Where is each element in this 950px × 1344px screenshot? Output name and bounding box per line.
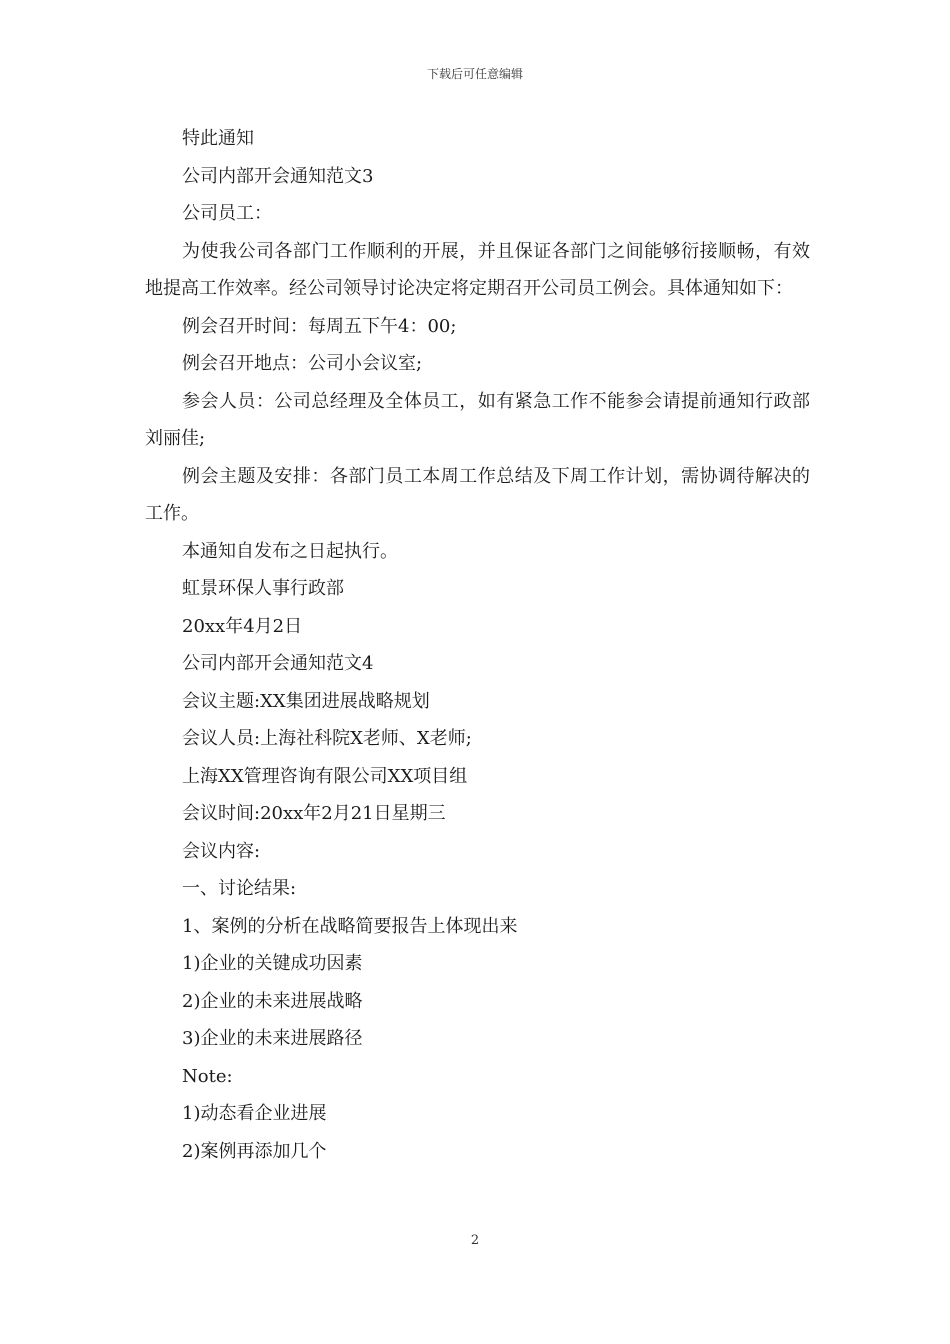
issue-date: 20xx年4月2日 (182, 615, 303, 637)
meeting-topic: 会议主题:XX集团进展战略规划 (182, 690, 430, 712)
issuing-department: 虹景环保人事行政部 (182, 578, 344, 599)
salutation: 公司员工： (182, 203, 272, 224)
list-item: 1)动态看企业进展 (182, 1103, 327, 1124)
effective-notice: 本通知自发布之日起执行。 (182, 540, 398, 562)
intro-paragraph: 为使我公司各部门工作顺利的开展，并且保证各部门之间能够衍接顺畅，有效地提高工作效率。经公司领导讨论决定将定期召开公司员工例会。具体通知如下： (145, 240, 810, 299)
attendees-paragraph: 参会人员：公司总经理及全体员工，如有紧急工作不能参会请提前通知行政部刘丽佳; (145, 390, 810, 449)
page-number: 2 (470, 1233, 480, 1248)
section-title-4: 公司内部开会通知范文4 (182, 653, 374, 674)
list-item: 1)企业的关键成功因素 (182, 953, 363, 974)
discussion-results-heading: 一、讨论结果: (182, 878, 297, 899)
document-body (145, 120, 810, 1170)
list-item: 2)案例再添加几个 (182, 1140, 327, 1162)
page-header: 下载后可任意编辑 (426, 67, 523, 81)
meeting-content-heading: 会议内容: (182, 840, 261, 862)
meeting-datetime: 会议时间:20xx年2月21日星期三 (182, 803, 446, 824)
meeting-location: 例会召开地点：公司小会议室; (182, 353, 423, 374)
section-title-3: 公司内部开会通知范文3 (182, 165, 374, 187)
list-item: 1、案例的分析在战略简要报告上体现出来 (182, 915, 518, 937)
list-item: 3)企业的未来进展路径 (182, 1028, 363, 1049)
meeting-participants: 会议人员:上海社科院X老师、X老师; (182, 728, 472, 749)
agenda-paragraph: 例会主题及安排：各部门员工本周工作总结及下周工作计划，需协调待解决的工作。 (145, 465, 810, 524)
note-heading: Note: (182, 1065, 233, 1087)
list-item: 2)企业的未来进展战略 (182, 990, 363, 1012)
closing-notice: 特此通知 (182, 128, 254, 149)
participant-organization: 上海XX管理咨询有限公司XX项目组 (182, 765, 468, 787)
meeting-time: 例会召开时间：每周五下午4：00; (182, 315, 457, 337)
